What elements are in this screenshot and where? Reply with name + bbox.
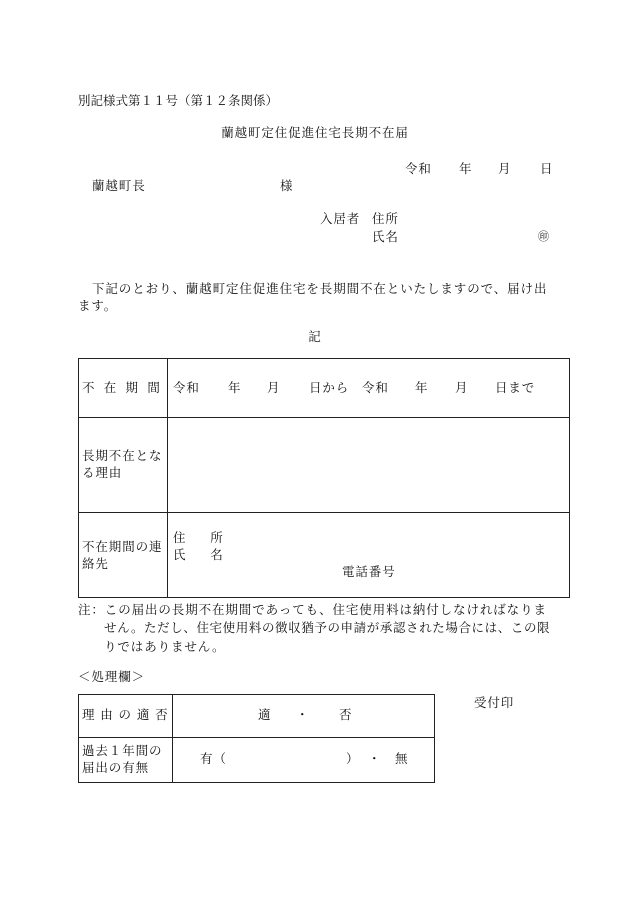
applicant-name-label: 氏名 <box>372 229 399 244</box>
past-notification-label-cell <box>79 738 173 782</box>
period-from-day: 日から <box>309 380 350 395</box>
absence-reason-label <box>82 447 162 481</box>
period-from-era: 令和 <box>173 380 200 395</box>
processing-table <box>78 694 435 783</box>
processing-heading: ＜処理欄＞ <box>78 669 146 684</box>
period-to-era: 令和 <box>362 380 389 395</box>
main-table <box>78 358 570 598</box>
absence-period-value-cell <box>168 359 569 417</box>
absence-reason-label-line: る理由 <box>82 465 123 480</box>
period-to-year: 年 <box>415 380 429 395</box>
option-separator: ・ <box>368 751 382 766</box>
date-year: 年 <box>459 161 473 176</box>
date-era: 令和 <box>405 161 432 176</box>
past-notification-label-line: 過去１年間の <box>82 743 163 758</box>
contact-label-line: 絡先 <box>82 556 109 571</box>
applicant-role-label: 入居者 <box>320 211 361 226</box>
contact-label-cell <box>79 513 168 597</box>
no-option: 無 <box>395 751 409 766</box>
contact-value-cell <box>168 513 569 597</box>
contact-row <box>79 513 569 597</box>
note-line: せん。ただし、住宅使用料の徴収猶予の申請が承認された場合には、この限 <box>104 620 551 635</box>
contact-label-line: 不在期間の連 <box>82 539 163 554</box>
date-day: 日 <box>540 161 554 176</box>
absence-period-label-cell <box>79 359 168 417</box>
reason-validity-label-cell <box>79 695 173 737</box>
form-reference: 別記様式第１１号（第１２条関係） <box>78 93 279 108</box>
body-line: ます。 <box>78 298 118 313</box>
seal-mark: ㊞ <box>538 230 550 243</box>
contact-label <box>82 538 162 572</box>
ki-heading: 記 <box>308 329 322 344</box>
absence-reason-label-cell <box>79 418 168 512</box>
period-to-month: 月 <box>455 380 469 395</box>
contact-name-label: 氏 名 <box>173 547 224 562</box>
reject-option: 否 <box>339 707 353 722</box>
contact-phone-label: 電話番号 <box>342 564 396 579</box>
document-title: 蘭越町定住促進住宅長期不在届 <box>221 125 409 140</box>
yes-option-close: ） <box>346 751 360 766</box>
reason-validity-label: 理 由 の 適 否 <box>82 707 169 722</box>
reason-validity-value-cell <box>173 695 434 737</box>
absence-period-row <box>79 359 569 418</box>
past-notification-value-cell <box>173 738 434 782</box>
period-from-year: 年 <box>228 380 242 395</box>
absence-reason-row <box>79 418 569 513</box>
receipt-stamp-label: 受付印 <box>474 695 515 710</box>
past-notification-row <box>79 738 434 782</box>
addressee: 蘭越町長 <box>92 178 146 193</box>
period-to-day: 日まで <box>495 380 536 395</box>
note-line: 注：この届出の長期不在期間であっても、住宅使用料は納付しなければなりま <box>78 602 547 617</box>
contact-address-label: 住 所 <box>173 530 224 545</box>
yes-option-open: 有（ <box>200 751 227 766</box>
period-from-month: 月 <box>267 380 281 395</box>
past-notification-label-line: 届出の有無 <box>82 760 150 775</box>
absence-period-label: 不 在 期 間 <box>82 380 161 395</box>
reason-validity-row <box>79 695 434 738</box>
body-line: 下記のとおり、蘭越町定住促進住宅を長期間不在といたしますので、届け出 <box>92 281 548 296</box>
approve-option: 適 <box>258 707 272 722</box>
applicant-address-label: 住所 <box>372 211 399 226</box>
honorific: 様 <box>280 178 294 193</box>
option-separator: ・ <box>296 707 310 722</box>
past-notification-label <box>82 742 162 776</box>
absence-reason-label-line: 長期不在とな <box>82 448 163 463</box>
date-month: 月 <box>498 161 512 176</box>
absence-reason-field <box>168 418 569 512</box>
note-line: りではありません。 <box>104 639 226 654</box>
